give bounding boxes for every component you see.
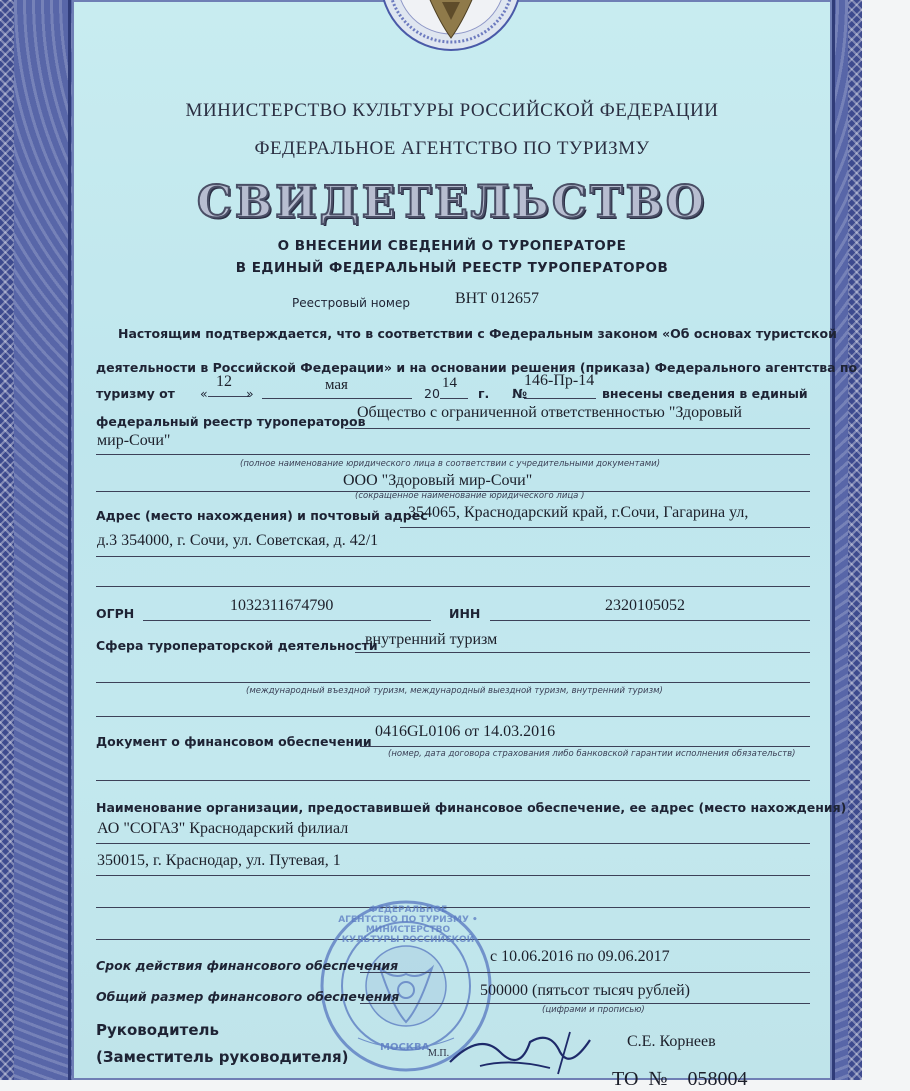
coat-of-arms-emblem <box>380 0 522 62</box>
year-prefix: 20 <box>424 386 440 401</box>
provider-label: Наименование организации, предоставившей финансовое обеспечение, ее адрес (место нахождения) <box>96 800 847 815</box>
seal-city: МОСКВА <box>380 1042 430 1053</box>
company-short-name: ООО "Здоровый мир-Сочи" <box>343 472 533 489</box>
intro-line-2: деятельности в Российской Федерации» и на основании решения (приказа) Федерального агентства по <box>96 360 858 375</box>
seal-ring-text: ФЕДЕРАЛЬНОЕ АГЕНТСТВО ПО ТУРИЗМУ • МИНИСТЕРСТВО КУЛЬТУРЫ РОССИЙСКОЙ <box>338 905 478 945</box>
quote-open: « <box>200 386 208 401</box>
year-suffix: г. <box>478 386 490 401</box>
subtitle-line-2: В ЕДИНЫЙ ФЕДЕРАЛЬНЫЙ РЕЕСТР ТУРОПЕРАТОРОВ <box>235 260 669 276</box>
deputy-label: (Заместитель руководителя) <box>96 1048 349 1066</box>
border-edge-right <box>832 0 835 1080</box>
document-title: СВИДЕТЕЛЬСТВО <box>196 177 708 228</box>
company-full-name-line-1: Общество с ограниченной ответственностью "Здоровый <box>357 404 742 421</box>
address-label: Адрес (место нахождения) и почтовый адрес <box>96 508 428 523</box>
company-full-name-line-2: мир-Сочи" <box>97 432 171 449</box>
border-edge-left <box>68 0 71 1080</box>
order-month: мая <box>325 377 348 393</box>
intro-line-3-start: туризму от <box>96 386 175 401</box>
registry-number: ВНТ 012657 <box>455 290 539 307</box>
term-value: с 10.06.2016 по 09.06.2017 <box>490 948 670 965</box>
order-day: 12 <box>216 373 232 390</box>
agency-heading: ФЕДЕРАЛЬНОЕ АГЕНТСТВО ПО ТУРИЗМУ <box>254 138 650 159</box>
ministry-heading: МИНИСТЕРСТВО КУЛЬТУРЫ РОССИЙСКОЙ ФЕДЕРАЦИИ <box>185 100 719 121</box>
number-sign: № <box>512 386 528 401</box>
provider-address: 350015, г. Краснодар, ул. Путевая, 1 <box>97 852 341 869</box>
full-name-hint: (полное наименование юридического лица в соответствии с учредительными документами) <box>240 459 661 469</box>
ogrn-value: 1032311674790 <box>230 597 334 614</box>
finance-doc-value: 0416GL0106 от 14.03.2016 <box>375 723 556 740</box>
signatory-name: С.Е. Корнеев <box>627 1033 716 1050</box>
address-line-2: д.3 354000, г. Сочи, ул. Советская, д. 42/1 <box>97 532 379 549</box>
amount-hint: (цифрами и прописью) <box>542 1005 645 1015</box>
intro-line-3-end: внесены сведения в единый <box>602 386 808 401</box>
finance-doc-hint: (номер, дата договора страхования либо банковской гарантии исполнения обязательств) <box>388 749 796 759</box>
intro-line-4: федеральный реестр туроператоров <box>96 414 366 429</box>
inn-value: 2320105052 <box>605 597 685 614</box>
quote-close: » <box>246 386 254 401</box>
ogrn-label: ОГРН <box>96 606 135 621</box>
provider-name: АО "СОГАЗ" Краснодарский филиал <box>97 820 349 837</box>
inn-label: ИНН <box>449 606 481 621</box>
head-label: Руководитель <box>96 1021 220 1039</box>
order-year: 14 <box>442 375 457 391</box>
sphere-label: Сфера туроператорской деятельности <box>96 638 378 653</box>
short-name-hint: (сокращенное наименование юридического лица ) <box>355 491 585 501</box>
signature <box>440 1022 610 1080</box>
amount-value: 500000 (пятьсот тысяч рублей) <box>480 982 690 999</box>
term-label: Срок действия финансового обеспечения <box>96 958 399 973</box>
mp-mark: М.П. <box>428 1048 450 1059</box>
registry-label: Реестровый номер <box>292 296 410 310</box>
sphere-value: внутренний туризм <box>365 631 498 648</box>
order-number: 146-Пр-14 <box>524 372 595 389</box>
address-line-1: 354065, Краснодарский край, г.Сочи, Гагарина ул, <box>408 504 749 521</box>
amount-label: Общий размер финансового обеспечения <box>96 989 400 1004</box>
intro-line-1: Настоящим подтверждается, что в соответствии с Федеральным законом «Об основах туристской <box>118 326 837 341</box>
finance-doc-label: Документ о финансовом обеспечении <box>96 734 372 749</box>
form-serial-number: ТО № 058004 <box>612 1068 748 1090</box>
sphere-hint: (международный въездной туризм, международный выездной туризм, внутренний туризм) <box>246 686 663 696</box>
subtitle-line-1: О ВНЕСЕНИИ СВЕДЕНИЙ О ТУРОПЕРАТОРЕ <box>277 238 627 254</box>
